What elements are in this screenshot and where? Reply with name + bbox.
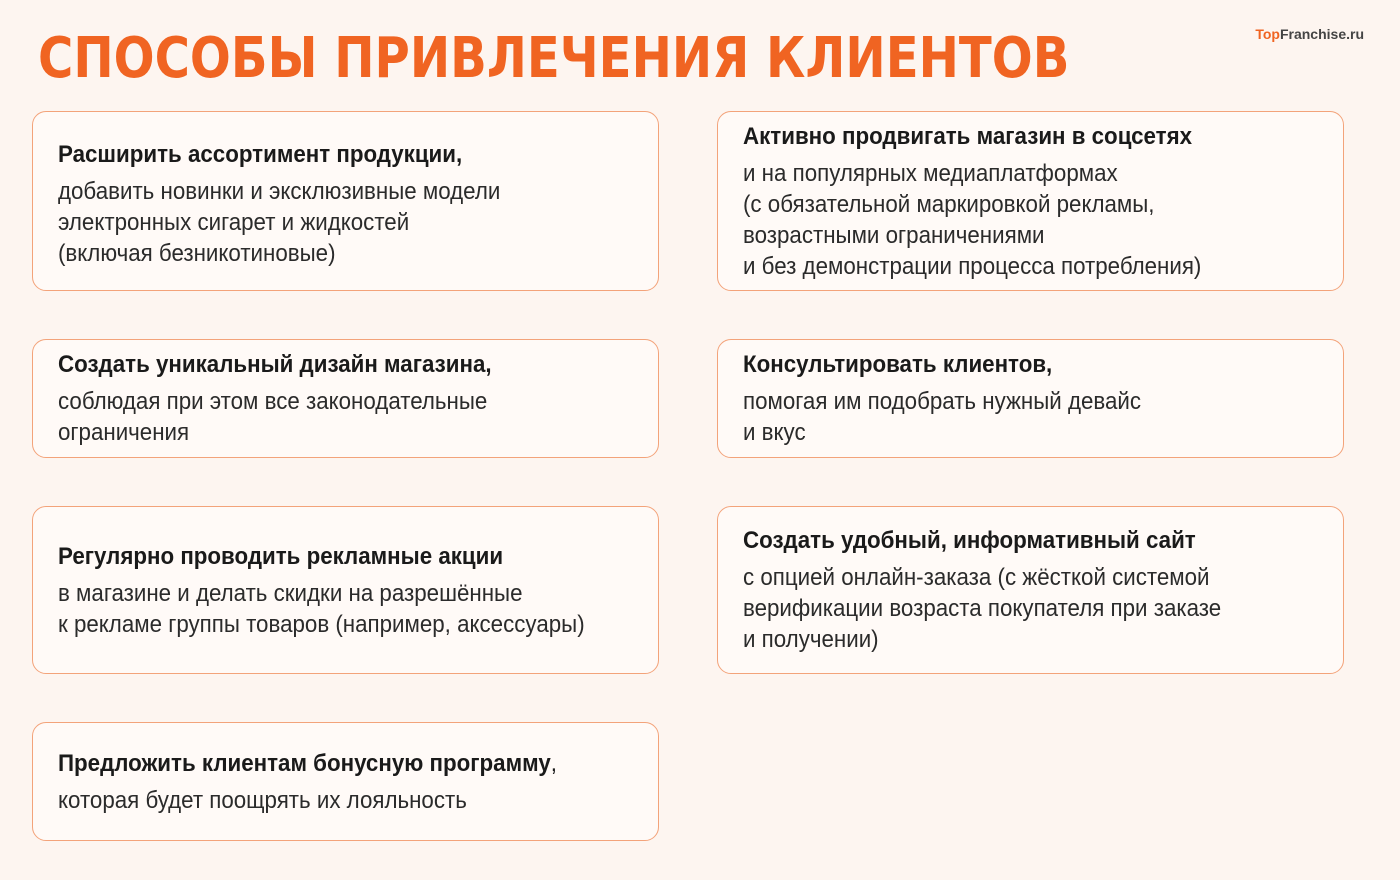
card-expand-assortment (32, 111, 659, 291)
card-body-line: возрастными ограничениями (743, 221, 1045, 249)
card-heading-tail: , (550, 749, 557, 777)
card-body (58, 785, 596, 816)
brand-suffix: Franchise.ru (1279, 26, 1364, 42)
card-body-line: к рекламе группы товаров (например, аксессуары) (58, 610, 585, 638)
card-body-line: в магазине и делать скидки на разрешённые (58, 579, 523, 607)
card-body-line: соблюдая при этом все законодательные (58, 388, 488, 415)
card-body (743, 386, 1281, 448)
card-heading (58, 349, 596, 380)
card-body (58, 578, 596, 640)
card-body (58, 386, 596, 448)
card-consulting (717, 339, 1344, 458)
card-body (743, 158, 1281, 282)
card-website (717, 506, 1344, 674)
card-heading (58, 139, 596, 170)
card-heading-text: Активно продвигать магазин в соцсетях (743, 122, 1193, 150)
brand-logo (1255, 26, 1364, 42)
card-body (743, 562, 1281, 655)
card-promotions (32, 506, 659, 674)
card-heading-text: Создать уникальный дизайн магазина, (58, 351, 492, 378)
card-body-line: помогая им подобрать нужный девайс (743, 388, 1142, 415)
card-body-line: верификации возраста покупателя при заказе (743, 595, 1222, 622)
card-heading-text: Расширить ассортимент продукции, (58, 141, 463, 168)
card-body-line: и без демонстрации процесса потребления) (743, 252, 1202, 280)
page-title: СПОСОБЫ ПРИВЛЕЧЕНИЯ КЛИЕНТОВ (38, 26, 1070, 91)
brand-prefix: Top (1255, 26, 1280, 42)
card-body-line: и получении) (743, 626, 879, 653)
card-body (58, 176, 596, 269)
card-body-line: (с обязательной маркировкой рекламы, (743, 190, 1155, 218)
card-heading (743, 525, 1281, 556)
card-store-design (32, 339, 659, 458)
card-body-line: и на популярных медиаплатформах (743, 159, 1118, 187)
card-heading (743, 121, 1281, 152)
card-heading (58, 541, 596, 572)
card-heading (743, 349, 1281, 380)
card-body-line: добавить новинки и эксклюзивные модели (58, 178, 501, 205)
card-body-line: (включая безникотиновые) (58, 240, 336, 267)
card-heading-text: Создать удобный, информативный сайт (743, 527, 1196, 554)
card-body-line: с опцией онлайн-заказа (с жёсткой системой (743, 564, 1210, 591)
card-body-line: и вкус (743, 419, 806, 446)
card-heading-text: Предложить клиентам бонусную программу (58, 749, 551, 777)
card-body-line: которая будет поощрять их лояльность (58, 786, 467, 814)
card-body-line: электронных сигарет и жидкостей (58, 209, 410, 236)
card-body-line: ограничения (58, 419, 190, 446)
card-heading (58, 748, 596, 779)
card-bonus-program (32, 722, 659, 841)
card-heading-text: Консультировать клиентов, (743, 351, 1053, 378)
card-social-media (717, 111, 1344, 291)
card-heading-text: Регулярно проводить рекламные акции (58, 542, 504, 570)
